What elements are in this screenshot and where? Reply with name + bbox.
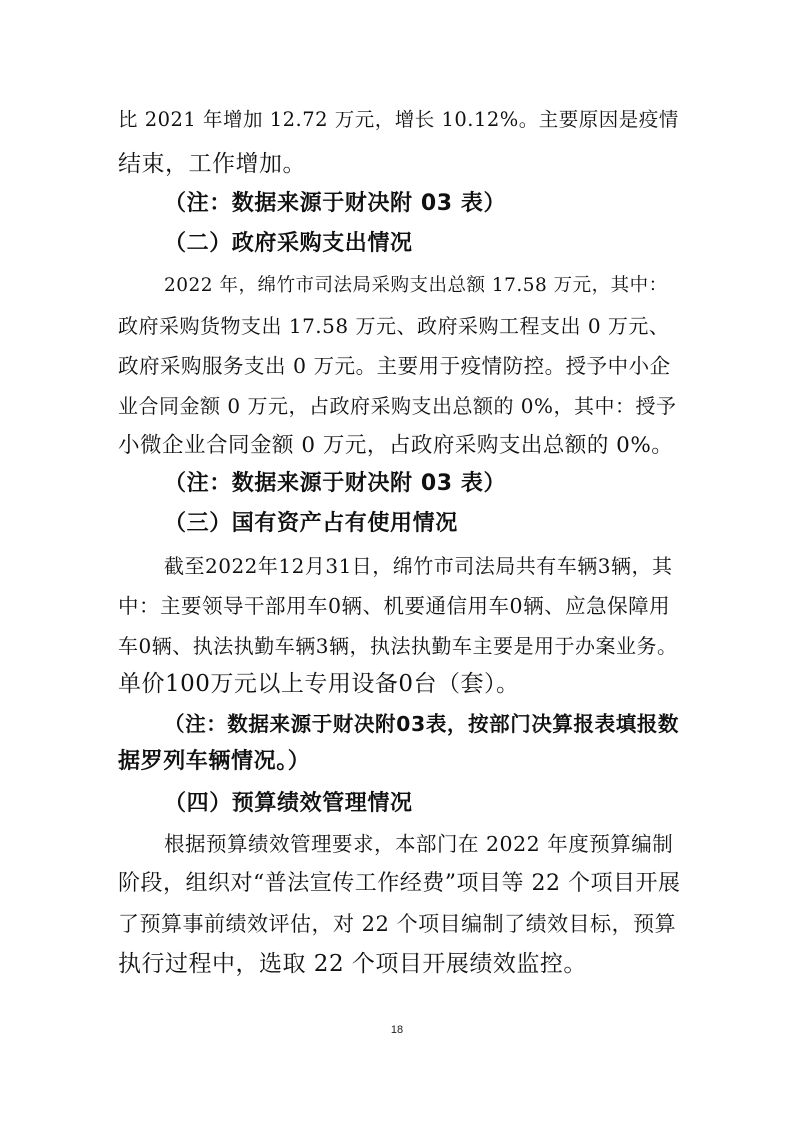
paragraph-line: 单价100万元以上专用设备0台（套）。 [118, 671, 520, 697]
paragraph-line: 政府采购货物支出 17.58 万元、政府采购工程支出 0 万元、 [118, 314, 670, 338]
section-heading-state-assets: （三）国有资产占有使用情况 [164, 511, 458, 536]
paragraph-line: 执行过程中，选取 22 个项目开展绩效监控。 [118, 951, 587, 977]
paragraph-line: 中：主要领导干部用车0辆、机要通信用车0辆、应急保障用 [118, 594, 671, 618]
paragraph-line: 比 2021 年增加 12.72 万元，增长 10.12%。主要原因是疫情 [118, 108, 679, 131]
paragraph-line: 截至2022年12月31日，绵竹市司法局共有车辆3辆，其 [164, 554, 673, 578]
paragraph-line: 阶段，组织对“普法宣传工作经费”项目等 22 个项目开展 [118, 871, 681, 896]
source-note: （注：数据来源于财决附 03 表） [164, 191, 507, 216]
paragraph-line: 业合同金额 0 万元，占政府采购支出总额的 0%，其中：授予 [118, 394, 677, 418]
source-note: （注：数据来源于财决附 03 表） [164, 471, 507, 496]
section-heading-government-procurement: （二）政府采购支出情况 [164, 231, 413, 256]
paragraph-line: 政府采购服务支出 0 万元。主要用于疫情防控。授予中小企 [118, 354, 671, 378]
source-note-continuation: 据罗列车辆情况。） [118, 749, 311, 774]
paragraph-line: 车0辆、执法执勤车辆3辆，执法执勤车主要是用于办案业务。 [118, 634, 678, 658]
paragraph-line: 根据预算绩效管理要求，本部门在 2022 年度预算编制 [164, 832, 674, 856]
page-number: 18 [390, 1024, 404, 1036]
paragraph-line: 小微企业合同金额 0 万元，占政府采购支出总额的 0%。 [118, 433, 674, 458]
source-note: （注：数据来源于财决附03表，按部门决算报表填报数 [164, 712, 680, 736]
paragraph-line: 结束，工作增加。 [118, 151, 306, 177]
paragraph-line: 了预算事前绩效评估，对 22 个项目编制了绩效目标，预算 [118, 912, 677, 936]
paragraph-line: 2022 年，绵竹市司法局采购支出总额 17.58 万元，其中： [164, 275, 668, 296]
section-heading-performance-management: （四）预算绩效管理情况 [164, 791, 413, 816]
